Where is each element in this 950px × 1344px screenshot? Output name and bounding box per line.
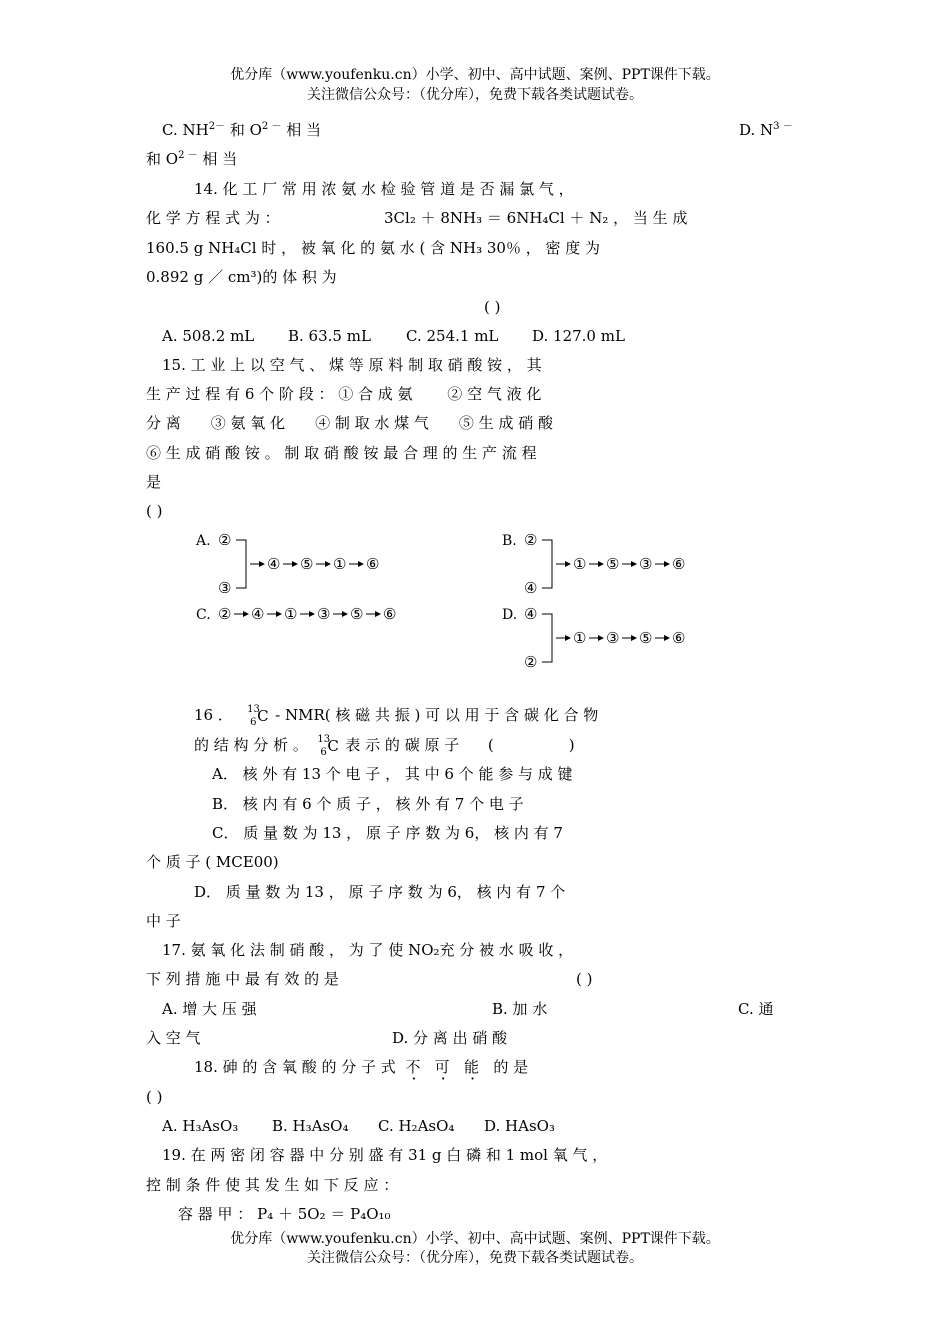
q17-answer-paren: ( ) bbox=[576, 970, 593, 988]
flow-b bbox=[502, 531, 685, 597]
flow-c-step: ③ bbox=[317, 605, 331, 623]
q13-option-d: D. $N^{3 -}$ bbox=[739, 121, 793, 139]
q19-line3: 容 器 甲 ： P₄ ＋ 5O₂ ＝ P₄O₁₀ bbox=[178, 1205, 391, 1223]
flow-d-step: ① bbox=[573, 629, 587, 647]
flow-c-step: ① bbox=[284, 605, 298, 623]
flow-a-label: A. bbox=[196, 533, 211, 549]
q17-option-c: C. 通 bbox=[738, 1000, 774, 1018]
q14-option-b: B. 63.5 mL bbox=[288, 327, 371, 345]
q16-line1: 16 ． 13 6 C - NMR( 核 磁 共 振 ) 可 以 用 于 含 碳 化 合 物 bbox=[194, 704, 599, 728]
flow-c-step: ⑥ bbox=[383, 605, 397, 623]
flow-c-step: ⑤ bbox=[350, 605, 364, 623]
flow-c-label: C. bbox=[196, 607, 211, 623]
q17-option-c-cont: 入 空 气 bbox=[146, 1029, 201, 1047]
flow-b-step: ⑥ bbox=[672, 555, 686, 573]
flow-d-step: ⑥ bbox=[672, 629, 686, 647]
flow-d bbox=[502, 605, 685, 671]
page-footer-line2: 关注微信公众号：（优分库），免费下载各类试题试卷。 bbox=[307, 1250, 643, 1266]
flow-b-step: ③ bbox=[639, 555, 653, 573]
q16-isotope-symbol: 13 6 C bbox=[247, 704, 269, 728]
q18-option-c: C. H₂AsO₄ bbox=[378, 1117, 455, 1135]
q15-line4: ⑥ 生 成 硝 酸 铵 。 制 取 硝 酸 铵 最 合 理 的 生 产 流 程 bbox=[146, 444, 537, 462]
page-header-line2: 关注微信公众号：（优分库），免费下载各类试题试卷。 bbox=[307, 87, 643, 103]
q18-line1: 18. 砷 的 含 氧 酸 的 分 子 式 不 可 能 的 是 bbox=[194, 1058, 529, 1076]
q14-answer-paren: ( ) bbox=[484, 298, 501, 316]
q17-line2: 下 列 措 施 中 最 有 效 的 是 bbox=[146, 970, 339, 988]
flow-c-step: ④ bbox=[251, 605, 265, 623]
flow-b-label: B. bbox=[502, 533, 517, 549]
flow-a-top: ② bbox=[218, 531, 232, 549]
flow-a-bottom: ③ bbox=[218, 579, 232, 597]
q14-option-c: C. 254.1 mL bbox=[406, 327, 499, 345]
q15-line1: 15. 工 业 上 以 空 气 、 煤 等 原 料 制 取 硝 酸 铵 ， 其 bbox=[162, 356, 542, 374]
q17-line1: 17. 氨 氧 化 法 制 硝 酸 ， 为 了 使 NO₂充 分 被 水 吸 收 ， bbox=[162, 941, 574, 959]
q16-option-a: A． 核 外 有 13 个 电 子 ， 其 中 6 个 能 参 与 成 键 bbox=[212, 765, 573, 783]
q14-line2a: 化 学 方 程 式 为 ： bbox=[146, 209, 280, 227]
q16-option-b: B． 核 内 有 6 个 质 子 ， 核 外 有 7 个 电 子 bbox=[212, 795, 524, 813]
q15-answer-paren: ( ) bbox=[146, 502, 163, 520]
q19-line1: 19. 在 两 密 闭 容 器 中 分 别 盛 有 31 g 白 磷 和 1 mol 氧 气 ， bbox=[162, 1146, 608, 1164]
flow-d-step: ③ bbox=[606, 629, 620, 647]
flow-a-step: ④ bbox=[267, 555, 281, 573]
q16-option-c: C． 质 量 数 为 13 ， 原 子 序 数 为 6， 核 内 有 7 bbox=[212, 824, 563, 842]
q14-line4: 0.892 g ／ cm³)的 体 积 为 bbox=[146, 268, 337, 286]
q14-option-a: A. 508.2 mL bbox=[162, 327, 255, 345]
flow-d-step: ⑤ bbox=[639, 629, 653, 647]
q15-flow-diagrams bbox=[0, 525, 950, 675]
flow-b-step: ① bbox=[573, 555, 587, 573]
q14-option-d: D. 127.0 mL bbox=[532, 327, 625, 345]
q16-option-d-cont: 中 子 bbox=[146, 912, 181, 930]
q18-option-d: D. HAsO₃ bbox=[484, 1117, 555, 1135]
flow-d-label: D. bbox=[502, 607, 518, 623]
q14-line1: 14. 化 工 厂 常 用 浓 氨 水 检 验 管 道 是 否 漏 氯 气 ， bbox=[194, 180, 574, 198]
page-header-line1: 优分库（www.youfenku.cn）小学、初中、高中试题、案例、PPT课件下载。 bbox=[230, 67, 720, 83]
q14-line3: 160.5 g NH₄Cl 时 ， 被 氧 化 的 氨 水 ( 含 NH₃ 30％ ， 密 度 为 bbox=[146, 239, 601, 257]
q14-line2b: 3Cl₂ ＋ 8NH₃ ＝ 6NH₄Cl ＋ N₂ ， 当 生 成 bbox=[384, 209, 688, 227]
q16-line2: 的 结 构 分 析 。 13 6 C 表 示 的 碳 原 子 ( ) bbox=[194, 734, 575, 758]
q18-answer-paren: ( ) bbox=[146, 1088, 163, 1106]
flow-b-step: ⑤ bbox=[606, 555, 620, 573]
flow-d-bottom: ② bbox=[524, 653, 538, 671]
flow-c-step: ② bbox=[218, 605, 232, 623]
q16-option-c-cont: 个 质 子 ( MCE00) bbox=[146, 853, 279, 871]
q17-option-d: D. 分 离 出 硝 酸 bbox=[392, 1029, 508, 1047]
flow-a-step: ⑤ bbox=[300, 555, 314, 573]
q15-line5: 是 bbox=[146, 473, 162, 491]
q17-option-a: A. 增 大 压 强 bbox=[162, 1000, 257, 1018]
flow-c bbox=[196, 605, 396, 623]
flow-a-step: ⑥ bbox=[366, 555, 380, 573]
q16-option-d: D． 质 量 数 为 13 ， 原 子 序 数 为 6， 核 内 有 7 个 bbox=[194, 883, 566, 901]
page-footer-line1: 优分库（www.youfenku.cn）小学、初中、高中试题、案例、PPT课件下载。 bbox=[230, 1231, 720, 1247]
q18-option-b: B. H₃AsO₄ bbox=[272, 1117, 349, 1135]
flow-a-step: ① bbox=[333, 555, 347, 573]
flow-b-top: ② bbox=[524, 531, 538, 549]
q13-option-d-cont: 和 $O^{2 -}$ 相 当 bbox=[146, 150, 238, 168]
q15-line3: 分 离 ③ 氨 氧 化 ④ 制 取 水 煤 气 ⑤ 生 成 硝 酸 bbox=[146, 414, 553, 432]
q18-option-a: A. H₃AsO₃ bbox=[162, 1117, 239, 1135]
q16-isotope-symbol-2: 13 6 C bbox=[317, 734, 339, 758]
q17-option-b: B. 加 水 bbox=[492, 1000, 548, 1018]
flow-b-bottom: ④ bbox=[524, 579, 538, 597]
flow-d-top: ④ bbox=[524, 605, 538, 623]
flow-a bbox=[195, 531, 379, 597]
q15-line2: 生 产 过 程 有 6 个 阶 段 ： ① 合 成 氨 ② 空 气 液 化 bbox=[146, 385, 542, 403]
q13-option-c: C. $NH^{2-}$ 和 $O^{2 -}$ 相 当 bbox=[162, 121, 322, 139]
q19-line2: 控 制 条 件 使 其 发 生 如 下 反 应 ： bbox=[146, 1176, 399, 1194]
